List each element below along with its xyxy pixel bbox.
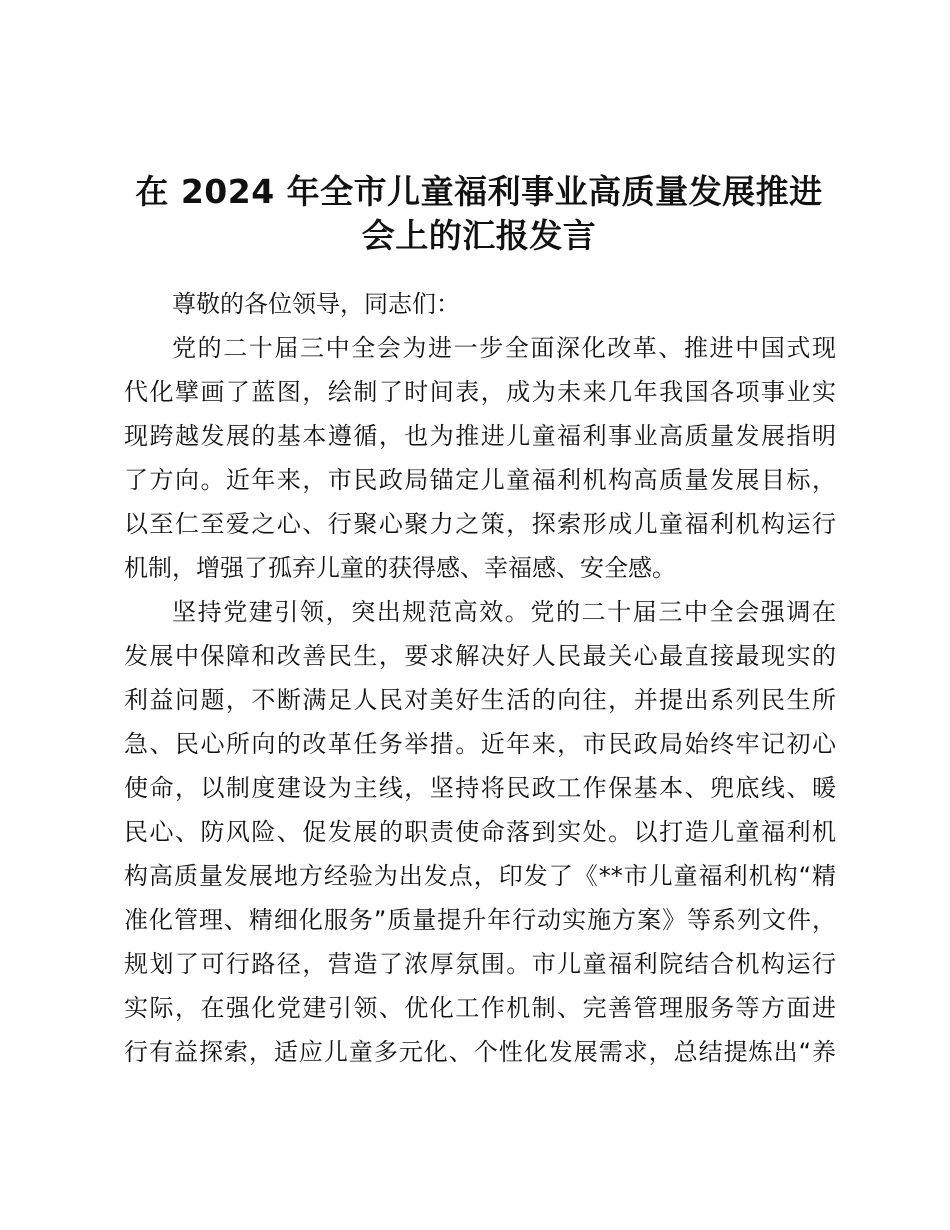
paragraph-line: 急、民心所向的改革任务举措。近年来，市民政局始终牢记初心 [124, 730, 836, 758]
title-line: 会上的汇报发言 [361, 216, 597, 255]
paragraph-line: 行有益探索，适应儿童多元化、个性化发展需求，总结提炼出“养 [124, 1038, 836, 1066]
paragraph-line: 民心、防风险、促发展的职责使命落到实处。以打造儿童福利机 [124, 818, 836, 846]
paragraph-line: 实际，在强化党建引领、优化工作机制、完善管理服务等方面进 [124, 994, 836, 1022]
paragraph-line: 利益问题，不断满足人民对美好生活的向往，并提出系列民生所 [124, 686, 836, 714]
paragraph-line: 坚持党建引领，突出规范高效。党的二十届三中全会强调在 [172, 598, 836, 626]
paragraph-line: 规划了可行路径，营造了浓厚氛围。市儿童福利院结合机构运行 [124, 950, 836, 978]
paragraph-line: 使命，以制度建设为主线，坚持将民政工作保基本、兜底线、暖 [124, 774, 836, 802]
document-body [124, 282, 836, 1074]
paragraph-line: 了方向。近年来，市民政局锚定儿童福利机构高质量发展目标， [124, 466, 836, 494]
paragraph-line: 以至仁至爱之心、行聚心聚力之策，探索形成儿童福利机构运行 [124, 510, 836, 538]
paragraph-line: 准化管理、精细化服务”质量提升年行动实施方案》等系列文件， [124, 906, 836, 934]
document-title [124, 170, 834, 258]
paragraph-line: 现跨越发展的基本遵循，也为推进儿童福利事业高质量发展指明 [124, 422, 836, 450]
paragraph-line: 代化擘画了蓝图，绘制了时间表，成为未来几年我国各项事业实 [124, 378, 836, 406]
paragraph-line: 机制，增强了孤弃儿童的获得感、幸福感、安全感。 [124, 554, 676, 582]
paragraph-line: 党的二十届三中全会为进一步全面深化改革、推进中国式现 [172, 334, 836, 362]
paragraph-line: 构高质量发展地方经验为出发点，印发了《**市儿童福利机构“精 [124, 862, 836, 890]
paragraph-line: 发展中保障和改善民生，要求解决好人民最关心最直接最现实的 [124, 642, 836, 670]
title-line: 在 2024 年全市儿童福利事业高质量发展推进 [135, 172, 823, 211]
salutation: 尊敬的各位领导，同志们： [172, 290, 460, 318]
